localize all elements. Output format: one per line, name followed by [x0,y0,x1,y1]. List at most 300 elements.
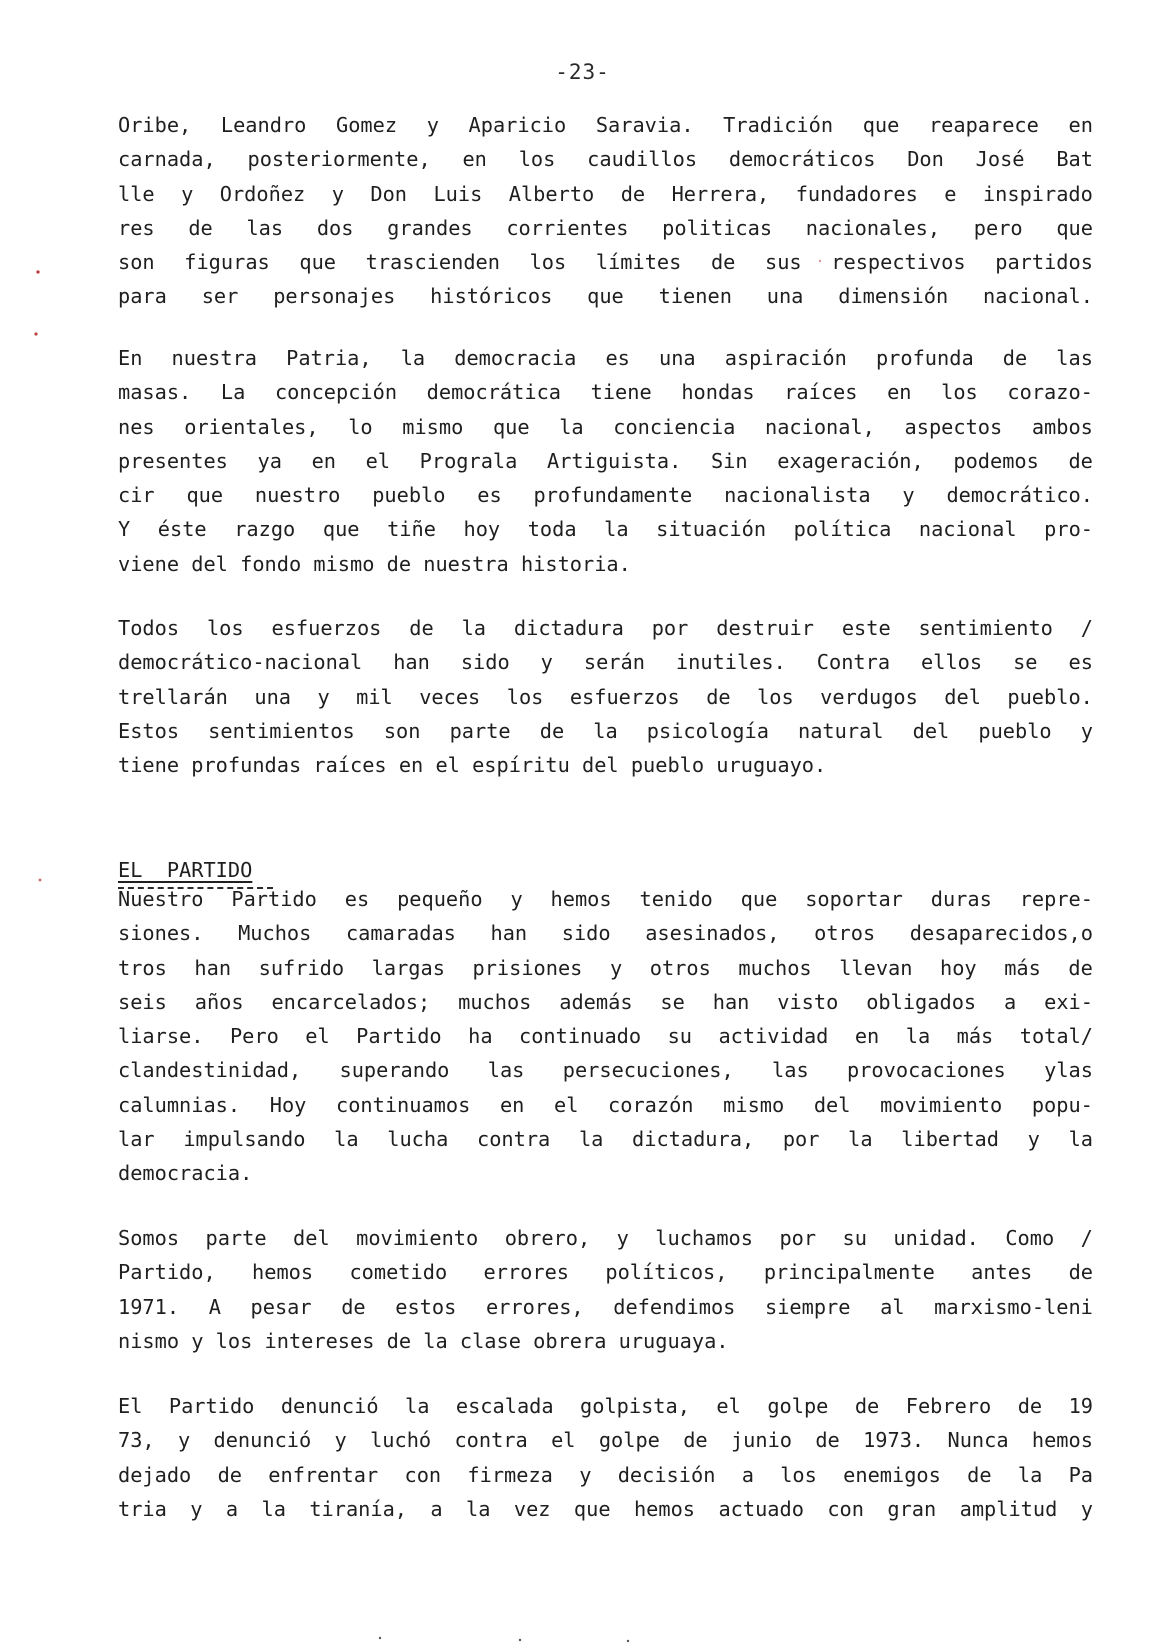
word: las [487,1058,525,1083]
word: situación [656,517,767,542]
word: hondas [681,380,755,405]
word: popu- [1031,1092,1093,1117]
word: del [813,1092,851,1117]
text-line: viene del fondo mismo de nuestra historia. [118,551,631,576]
word: de [706,684,731,709]
word: por [779,1226,817,1250]
word: errores, [485,1294,584,1319]
word: que [862,113,900,137]
section-heading: EL PARTIDO [118,858,253,882]
word: inspirado [982,181,1093,206]
word: y [579,1462,592,1487]
word: que [587,284,624,309]
word: otros [814,921,876,946]
word: tiñe [387,517,436,542]
word: denunció [280,1394,379,1418]
word: con [404,1462,442,1487]
word: Muchos [238,921,312,946]
word: Herrera, [671,181,770,206]
word: de [1068,1260,1093,1285]
word: inutiles. [675,650,786,675]
word: y [1027,1127,1040,1152]
word: de [620,181,646,206]
word: con [827,1496,864,1521]
word: el [716,1394,741,1418]
word: Aparicio [468,113,567,137]
word: la [604,517,629,542]
word: carnada, [118,147,216,172]
word: escalada [455,1394,554,1418]
word: democrática [426,380,561,405]
word: ya [257,448,282,473]
word: total/ [1019,1024,1093,1049]
word: lo [348,414,373,439]
word: sido [561,921,611,946]
speck-mark [34,332,37,335]
word: pesar [250,1294,312,1319]
text-line: tiene profundas raíces en el espíritu del pueblo uruguayo. [118,753,827,778]
word: de [683,1428,708,1453]
word: la [905,1024,931,1049]
word: y [510,887,523,911]
word: históricos [430,284,553,309]
word: nuestra [171,346,258,370]
word: se [660,989,685,1014]
word: dictadura, [632,1127,755,1152]
word: / [1080,616,1093,640]
word: al [880,1294,905,1319]
word: actividad [718,1024,829,1049]
word: que [299,250,337,275]
word: pueblo [372,483,446,508]
word: liarse. [118,1024,204,1049]
word: Leandro [220,113,307,137]
word: dejado [118,1462,192,1487]
word: ambos [1031,414,1093,439]
word: la [848,1127,873,1152]
word: 1971. [118,1294,180,1319]
word: serán [583,650,645,675]
word: ellos [921,650,983,675]
word: / [1080,1226,1093,1250]
word: calumnias. [118,1092,241,1117]
word: soportar [805,887,903,911]
word: luchamos [655,1226,753,1250]
word: nacional. [983,284,1093,309]
word: seis [118,989,167,1014]
speck-mark [39,879,42,882]
word: siempre [765,1294,851,1319]
word: límites [595,250,682,275]
word: provocaciones [847,1058,1006,1083]
word: La [220,380,246,405]
word: éste [157,517,207,542]
word: del [944,684,981,709]
word: una [766,284,804,309]
word: hoy [463,517,501,542]
page-number: -23- [555,60,610,84]
word: su [667,1024,692,1049]
word: siones. [118,921,204,946]
word: sido [460,650,510,675]
word: grandes [387,215,473,240]
word: democracia [454,346,577,370]
word: es [477,483,502,508]
word: obrero, [504,1226,591,1250]
word: más [1004,955,1041,980]
word: es [605,346,630,370]
word: más [956,1024,994,1049]
word: en [499,1092,525,1117]
word: Patria, [286,346,372,370]
word: y [1080,1496,1093,1521]
word: Contra [816,650,891,675]
word: pequeño [397,887,483,911]
word: El [118,1394,143,1418]
word: nes [118,414,155,439]
word: contra [476,1127,551,1152]
speck-mark [36,270,39,273]
word: para [118,284,167,309]
word: pueblo [978,718,1052,743]
word: dictadura [513,616,624,640]
word: que [492,414,530,439]
speck-mark [519,1639,521,1641]
word: natural [798,718,884,743]
word: nacionales, [805,215,941,240]
word: llevan [839,955,913,980]
word: caudillos [587,147,698,172]
word: prisiones [472,955,583,980]
word: razgo [234,517,296,542]
word: libertad [901,1127,999,1152]
word: partidos [995,250,1093,275]
word: la [400,346,426,370]
word: y [609,955,623,980]
word: este [841,616,891,640]
word: destruir [716,616,814,640]
word: hemos [633,1496,696,1521]
word: mil [356,684,393,709]
word: denunció [213,1428,312,1453]
word: y [331,181,344,206]
word: son [118,250,155,275]
word: y [426,113,439,137]
word: principalmente [763,1260,935,1285]
word: Partido [168,1394,255,1418]
word: contra [454,1428,528,1453]
word: lar [118,1127,155,1152]
word: Partido [231,887,317,911]
word: esfuerzos [569,684,680,709]
word: Todos [118,616,180,640]
word: la [405,1394,430,1418]
word: ha [468,1024,493,1049]
word: democráticos [728,147,876,172]
word: repre- [1019,887,1093,911]
word: superando [339,1058,450,1083]
word: ser [201,284,239,309]
word: Tradición [723,113,834,137]
word: corazo- [1007,380,1093,405]
word: decisión [617,1462,716,1487]
word: psicología [646,718,769,743]
word: políticos, [605,1260,728,1285]
word: cometido [349,1260,448,1285]
word: nuestro [254,483,341,508]
word: han [393,650,430,675]
word: de [1017,1394,1043,1418]
word: trellarán [118,684,228,709]
word: toda [527,517,577,542]
word: exi- [1044,989,1093,1014]
word: la [261,1496,286,1521]
word: asesinados, [645,921,780,946]
word: han [194,955,232,980]
word: de [188,215,213,240]
word: desaparecidos,o [909,921,1093,946]
word: unidad. [893,1226,979,1250]
word: presentes [118,448,228,473]
word: del [912,718,950,743]
word: la [466,1496,491,1521]
word: Hoy [269,1092,307,1117]
word: vez [513,1496,551,1521]
word: clandestinidad, [118,1058,302,1083]
word: del [293,1226,330,1250]
word: que [322,517,360,542]
word: la [1017,1462,1043,1487]
word: Nunca [947,1428,1009,1453]
word: 1973. [863,1428,925,1453]
word: que [186,483,224,508]
word: luchó [370,1428,432,1453]
word: muchos [458,989,532,1014]
word: de [409,616,434,640]
word: 73, [118,1428,155,1453]
word: movimiento [356,1226,479,1250]
word: dimensión [838,284,949,309]
word: dos [316,215,354,240]
word: Febrero [905,1394,992,1418]
word: los [529,250,567,275]
word: nacionalista [724,483,871,508]
word: Gomez [336,113,398,137]
word: aspectos [904,414,1003,439]
word: años [194,989,244,1014]
word: los [780,1462,817,1487]
word: y [616,1226,629,1250]
word: errores [483,1260,569,1285]
word: de [341,1294,366,1319]
word: aspiración [724,346,847,370]
speck-mark [379,1637,381,1639]
word: sufrido [258,955,345,980]
word: el [305,1024,330,1049]
text-line: nismo y los intereses de la clase obrera uruguaya. [118,1328,729,1353]
word: verdugos [820,684,918,709]
word: Don [907,147,944,172]
word: Bat [1056,147,1093,172]
word: a [741,1462,754,1487]
word: el [554,1092,579,1117]
word: parte [205,1226,267,1250]
word: en [462,147,487,172]
word: de [1002,346,1028,370]
word: golpe [767,1394,829,1418]
word: los [941,380,978,405]
word: mismo [723,1092,785,1117]
word: las [772,1058,809,1083]
word: en [854,1024,880,1049]
word: figuras [184,250,270,275]
word: continuado [519,1024,642,1049]
word: pro- [1044,517,1093,542]
word: marxismo-leni [934,1294,1093,1319]
word: concepción [274,380,398,405]
word: sentimientos [208,718,355,743]
word: antes [971,1260,1033,1285]
word: fundadores [795,181,918,206]
word: hoy [940,955,977,980]
word: Saravia. [595,113,694,137]
word: tiranía, [309,1496,408,1521]
word: además [559,989,633,1014]
word: en [1068,113,1093,137]
word: Sin [710,448,748,473]
word: de [539,718,565,743]
word: y [177,1428,191,1453]
word: tros [118,955,167,980]
word: una [254,684,291,709]
word: Alberto [508,181,595,206]
word: masas. [118,380,192,405]
word: hemos [252,1260,314,1285]
word: veces [419,684,481,709]
word: Luis [433,181,483,206]
word: tria [118,1496,167,1521]
word: podemos [953,448,1039,473]
word: En [118,346,143,370]
word: res [118,215,155,240]
word: raíces [784,380,858,405]
speck-mark [819,260,821,262]
word: actuado [718,1496,804,1521]
word: sentimiento [918,616,1053,640]
word: Como [1005,1226,1055,1250]
word: es [344,887,370,911]
word: una [659,346,696,370]
word: han [490,921,528,946]
word: y [181,181,194,206]
word: enemigos [843,1462,941,1487]
word: de [710,250,736,275]
word: esfuerzos [271,616,382,640]
word: son [383,718,421,743]
word: visto [777,989,839,1014]
word: A [208,1294,221,1319]
word: las [246,215,284,240]
word: Estos [118,718,180,743]
word: lle [118,181,155,206]
word: mismo [402,414,464,439]
word: sus [765,250,802,275]
word: 19 [1068,1394,1093,1418]
word: hemos [1031,1428,1093,1453]
word: los [518,147,556,172]
word: democrático-nacional [118,650,363,675]
word: Prograla [419,448,518,473]
word: Partido [356,1024,442,1049]
word: tienen [658,284,732,309]
word: Oribe, [118,113,192,137]
word: politicas [662,215,773,240]
word: orientales, [184,414,319,439]
word: respectivos [831,250,966,275]
word: posteriormente, [247,147,431,172]
word: largas [371,955,445,980]
word: continuamos [336,1092,471,1117]
word: el [365,448,391,473]
word: obligados [866,989,977,1014]
word: duras [930,887,992,911]
word: a [430,1496,443,1521]
word: y [540,650,553,675]
word: personajes [273,284,396,309]
word: por [651,616,689,640]
word: hemos [550,887,612,911]
word: la [578,1127,604,1152]
word: Artiguista. [546,448,682,473]
word: es [1068,650,1093,675]
word: defendimos [613,1294,736,1319]
word: su [842,1226,867,1250]
word: enfrentar [268,1462,379,1487]
word: de [1068,448,1093,473]
word: Pa [1068,1462,1093,1487]
word: y [334,1428,347,1453]
word: nacional, [765,414,875,439]
word: Somos [118,1226,180,1250]
word: nacional [918,517,1017,542]
word: de [967,1462,992,1487]
word: parte [449,718,511,743]
word: que [573,1496,611,1521]
word: conciencia [613,414,736,439]
word: Nuestro [118,887,204,911]
word: la [461,616,487,640]
word: ylas [1044,1058,1093,1083]
word: muchos [738,955,812,980]
word: camaradas [345,921,456,946]
word: persecuciones, [562,1058,734,1083]
word: el [551,1428,576,1453]
word: de [1068,955,1093,980]
word: corrientes [506,215,629,240]
word: golpista, [580,1394,690,1418]
word: los [757,684,794,709]
word: movimiento [880,1092,1003,1117]
word: de [815,1428,840,1453]
word: que [1056,215,1093,240]
word: Don [370,181,408,206]
word: en [311,448,336,473]
word: corazón [608,1092,694,1117]
word: Pero [229,1024,279,1049]
word: que [740,887,778,911]
word: democrático. [946,483,1093,508]
word: Ordoñez [219,181,306,206]
